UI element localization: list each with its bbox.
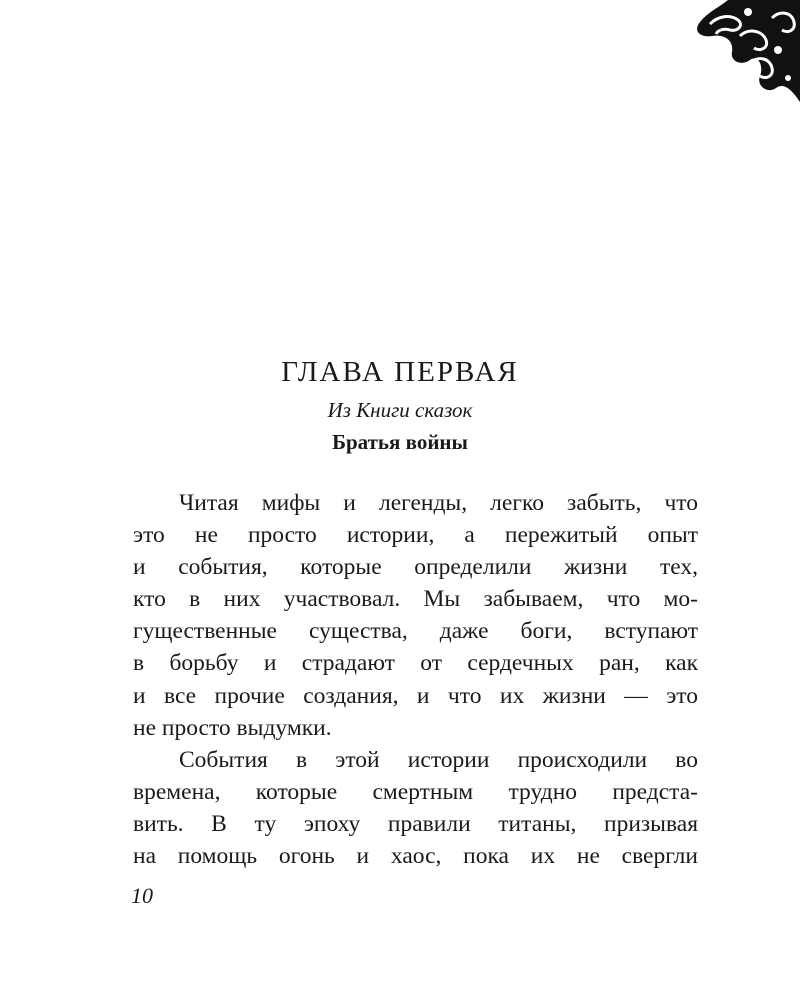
- body-line: Читая мифы и легенды, легко забыть, что: [179, 490, 698, 516]
- body-line: на помощь огонь и хаос, пока их не свергли: [133, 843, 698, 870]
- chapter-subtitle: Из Книги сказок: [327, 398, 473, 422]
- body-line: это не просто истории, а пережитый опыт: [133, 522, 698, 549]
- body-line: не просто выдумки.: [133, 714, 332, 741]
- body-line: кто в них участвовал. Мы забываем, что мо-: [133, 586, 698, 613]
- body-line: и все прочие создания, и что их жизни — это: [133, 682, 698, 709]
- body-line: времена, которые смертным трудно предста-: [133, 778, 698, 805]
- body-text: [133, 487, 698, 872]
- body-line: гущественные существа, даже боги, вступают: [133, 618, 698, 645]
- story-title: Братья войны: [332, 430, 468, 454]
- chapter-title: ГЛАВА ПЕРВАЯ: [281, 356, 519, 388]
- body-line: в борьбу и страдают от сердечных ран, как: [133, 650, 698, 677]
- body-line: и события, которые определили жизни тех,: [133, 554, 698, 581]
- corner-ornament-icon: [688, 0, 800, 102]
- body-line: События в этой истории происходили во: [179, 746, 698, 773]
- page-number: 10: [131, 883, 153, 908]
- body-line: вить. В ту эпоху правили титаны, призывая: [133, 810, 698, 837]
